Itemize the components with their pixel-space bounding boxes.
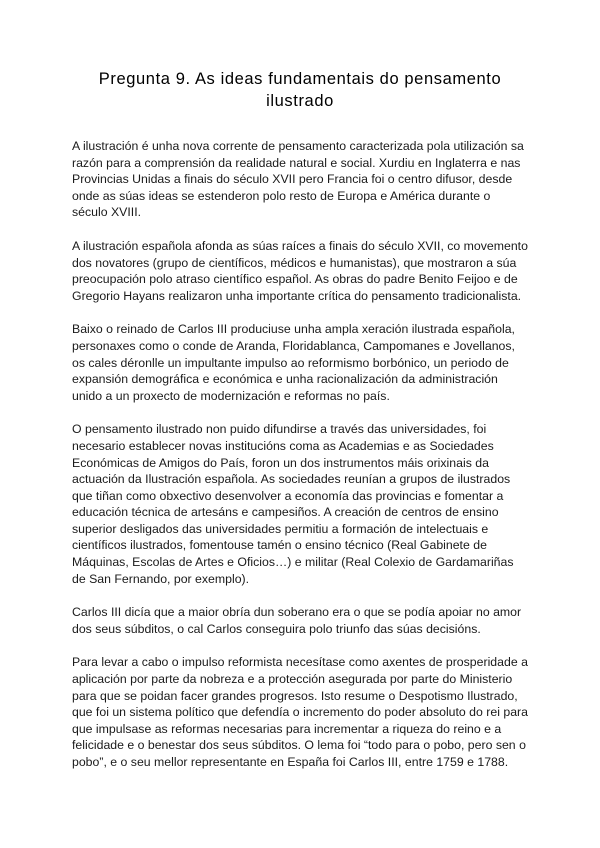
paragraph-2: A ilustración española afonda as súas raíces a finais do século XVII, co movemento dos novatores (grupo de científicos, médicos e humanistas), que mostraron a súa preocupación polo atraso científico español. As obras do padre Benito Feijoo e de Gregorio Hayans realizaron unha importante crítica do pensamento tradicionalista. [72,238,528,303]
paragraph-5: Carlos III dicía que a maior obría dun soberano era o que se podía apoiar no amor dos seus súbditos, o cal Carlos conseguira polo triunfo das súas decisións. [72,605,522,636]
paragraph-4: O pensamento ilustrado non puido difundirse a través das universidades, foi necesario establecer novas institucións coma as Academias e as Sociedades Económicas de Amigos do País, foron un dos instrumentos máis orixinais da actuación da Ilustración española. As sociedades reunían a grupos de ilustrados que tiñan como obxectivo desenvolver a economía das provincias e fomentar a educación técnica de artesáns e campesiños. A creación de centros de ensino superior desligados das universidades permitiu a formación de intelectuais e científicos ilustrados, fomentouse tamén o ensino técnico (Real Gabinete de Máquinas, Escolas de Artes e Oficios…) e militar (Real Colexio de Gardamariñas de San Fernando, por exemplo). [72,422,514,586]
page-title: Pregunta 9. As ideas fundamentais do pensamento ilustrado [98,70,502,110]
paragraph-3: Baixo o reinado de Carlos III produciuse unha ampla xeración ilustrada española, personaxes como o conde de Aranda, Floridablanca, Campomanes e Jovellanos, os cales déronlle un impultante impulso ao reformismo borbónico, un periodo de expansión demográfica e económica e unha racionalización da administración unido a un proxecto de modernización e reformas no país. [72,322,515,403]
paragraph-6: Para levar a cabo o impulso reformista necesítase como axentes de prosperidade a aplicación por parte da nobreza e a protección asegurada por parte do Ministerio para que se poidan facer grandes progresos. Isto resume o Despotismo Ilustrado, que foi un sistema político que defendía o incremento do poder absoluto do rei para que impulsase as reformas necesarias para incrementar a riqueza do reino e a felicidade e o benestar dos seus súbditos. O lema foi “todo para o pobo, pero sen o pobo”, e o seu mellor representante en España foi Carlos III, entre 1759 e 1788. [72,655,528,769]
paragraph-1: A ilustración é unha nova corrente de pensamento caracterizada pola utilización sa razón para a comprensión da realidade natural e social. Xurdiu en Inglaterra e nas Provincias Unidas a finais do século XVII pero Francia foi o centro difusor, desde onde as súas ideas se estenderon polo resto de Europa e América durante o século XVIII. [72,139,524,220]
